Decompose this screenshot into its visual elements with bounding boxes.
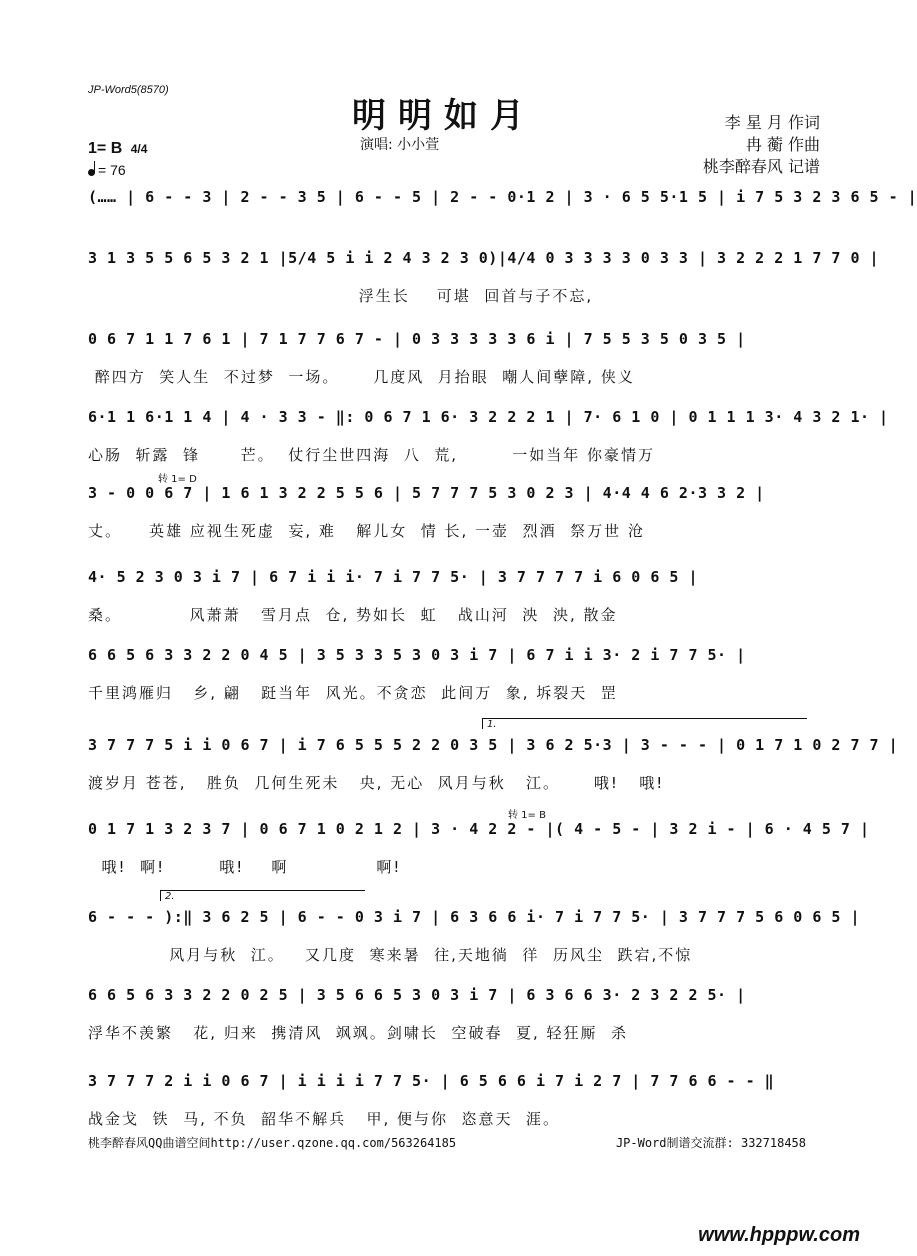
modulation-to-d: 转 1= D bbox=[158, 474, 197, 485]
lyrics-line: 千里鸿雁归 乡, 翩 跹当年 风光。不贪恋 此间万 象, 坼裂天 罡 bbox=[88, 684, 618, 702]
lyrics-line: 浮生长 可堪 回首与子不忘, bbox=[88, 287, 594, 305]
second-ending: 2. bbox=[160, 890, 365, 901]
key-signature bbox=[88, 140, 147, 158]
notation-line: 3 1 3 5 5 6 5 3 2 1 |5/4 5 i i 2 4 3 2 3 0)|4/4 0 3 3 3 3 0 3 3 | 3 2 2 2 1 7 7 0 | bbox=[88, 249, 880, 267]
transcriber-credit: 桃李醉春风 记谱 bbox=[702, 157, 820, 176]
lyrics-line: 浮华不羡繁 花, 归来 携清风 飒飒。剑啸长 空破春 夏, 轻狂厮 杀 bbox=[88, 1024, 629, 1042]
notation-line: (…… | 6 - - 3 | 2 - - 3 5 | 6 - - 5 | 2 - - 0·1 2 | 3 · 6 5 5·1 5 | i 7 5 3 2 3 6 5 - | bbox=[88, 188, 917, 206]
first-ending: 1. bbox=[482, 718, 807, 729]
footer-group: JP-Word制谱交流群: 332718458 bbox=[615, 1136, 806, 1150]
notation-line: 3 7 7 7 5 i i 0 6 7 | i 7 6 5 5 5 2 2 0 3 5 | 3 6 2 5·3 | 3 - - - | 0 1 7 1 0 2 7 7 | bbox=[88, 736, 899, 754]
software-label: JP-Word5(8570) bbox=[88, 84, 169, 96]
lyrics-line: 哦! 啊! 哦! 啊 啊! bbox=[88, 858, 402, 876]
notation-line: 0 1 7 1 3 2 3 7 | 0 6 7 1 0 2 1 2 | 3 · 4 2 2 - |( 4 - 5 - | 3 2 i - | 6 · 4 5 7 | bbox=[88, 820, 870, 838]
notation-line: 6 6 5 6 3 3 2 2 0 4 5 | 3 5 3 3 5 3 0 3 i 7 | 6 7 i i 3· 2 i 7 7 5· | bbox=[88, 646, 746, 664]
lyrics-line: 渡岁月 苍苍, 胜负 几何生死未 央, 无心 风月与秋 江。 哦! 哦! bbox=[88, 774, 665, 792]
lyrics-line: 心肠 斩露 锋 芒。 仗行尘世四海 八 荒, 一如当年 你豪情万 bbox=[88, 446, 655, 464]
tempo-marking bbox=[88, 162, 126, 178]
footer-source: 桃李醉春风QQ曲谱空间http://user.qzone.qq.com/563264185 bbox=[88, 1136, 457, 1150]
lyrics-line: 桑。 风萧萧 雪月点 仓, 势如长 虹 战山河 泱 泱, 散金 bbox=[88, 606, 618, 624]
lyrics-line: 风月与秋 江。 又几度 寒来暑 往,天地徜 徉 历风尘 跌宕,不惊 bbox=[88, 946, 693, 964]
quarter-note-icon bbox=[88, 169, 95, 176]
notation-line: 3 - 0 0 6 7 | 1 6 1 3 2 2 5 5 6 | 5 7 7 7 5 3 0 2 3 | 4·4 4 6 2·3 3 2 | bbox=[88, 484, 765, 502]
notation-line: 4· 5 2 3 0 3 i 7 | 6 7 i i i· 7 i 7 7 5· | 3 7 7 7 7 i 6 0 6 5 | bbox=[88, 568, 698, 586]
notation-line: 6 - - - ):‖ 3 6 2 5 | 6 - - 0 3 i 7 | 6 3 6 6 i· 7 i 7 7 5· | 3 7 7 7 5 6 0 6 5 | bbox=[88, 908, 860, 926]
site-watermark: www.hpppw.com bbox=[698, 1224, 860, 1246]
lyricist-credit: 李 星 月 作词 bbox=[724, 113, 820, 132]
song-title: 明明如月 bbox=[352, 96, 536, 136]
lyrics-line: 战金戈 铁 马, 不负 韶华不解兵 甲, 便与你 恣意天 涯。 bbox=[88, 1110, 561, 1128]
lyrics-line bbox=[88, 224, 808, 248]
time-signature: 4/4 bbox=[130, 142, 148, 156]
key-label: 1= B bbox=[88, 140, 123, 157]
lyrics-line: 丈。 英雄 应视生死虚 妄, 难 解儿女 情 长, 一壶 烈酒 祭万世 沧 bbox=[88, 522, 645, 540]
notation-line: 0 6 7 1 1 7 6 1 | 7 1 7 7 6 7 - | 0 3 3 3 3 3 6 i | 7 5 5 3 5 0 3 5 | bbox=[88, 330, 746, 348]
modulation-to-b: 转 1= B bbox=[508, 810, 546, 821]
notation-line: 6·1 1 6·1 1 4 | 4 · 3 3 - ‖: 0 6 7 1 6· 3 2 2 2 1 | 7· 6 1 0 | 0 1 1 1 3· 4 3 2 1· | bbox=[88, 408, 889, 426]
notation-line: 6 6 5 6 3 3 2 2 0 2 5 | 3 5 6 6 5 3 0 3 i 7 | 6 3 6 6 3· 2 3 2 2 5· | bbox=[88, 986, 746, 1004]
singer-credit: 演唱: 小小萱 bbox=[360, 137, 440, 153]
lyrics-line: 醉四方 笑人生 不过梦 一场。 几度风 月抬眼 嘲人间孽障, 侠义 bbox=[88, 368, 635, 386]
notation-line: 3 7 7 7 2 i i 0 6 7 | i i i i 7 7 5· | 6 5 6 6 i 7 i 2 7 | 7 7 6 6 - - ‖ bbox=[88, 1072, 775, 1090]
tempo-value: = 76 bbox=[98, 162, 126, 178]
composer-credit: 冉 蘅 作曲 bbox=[745, 135, 820, 154]
